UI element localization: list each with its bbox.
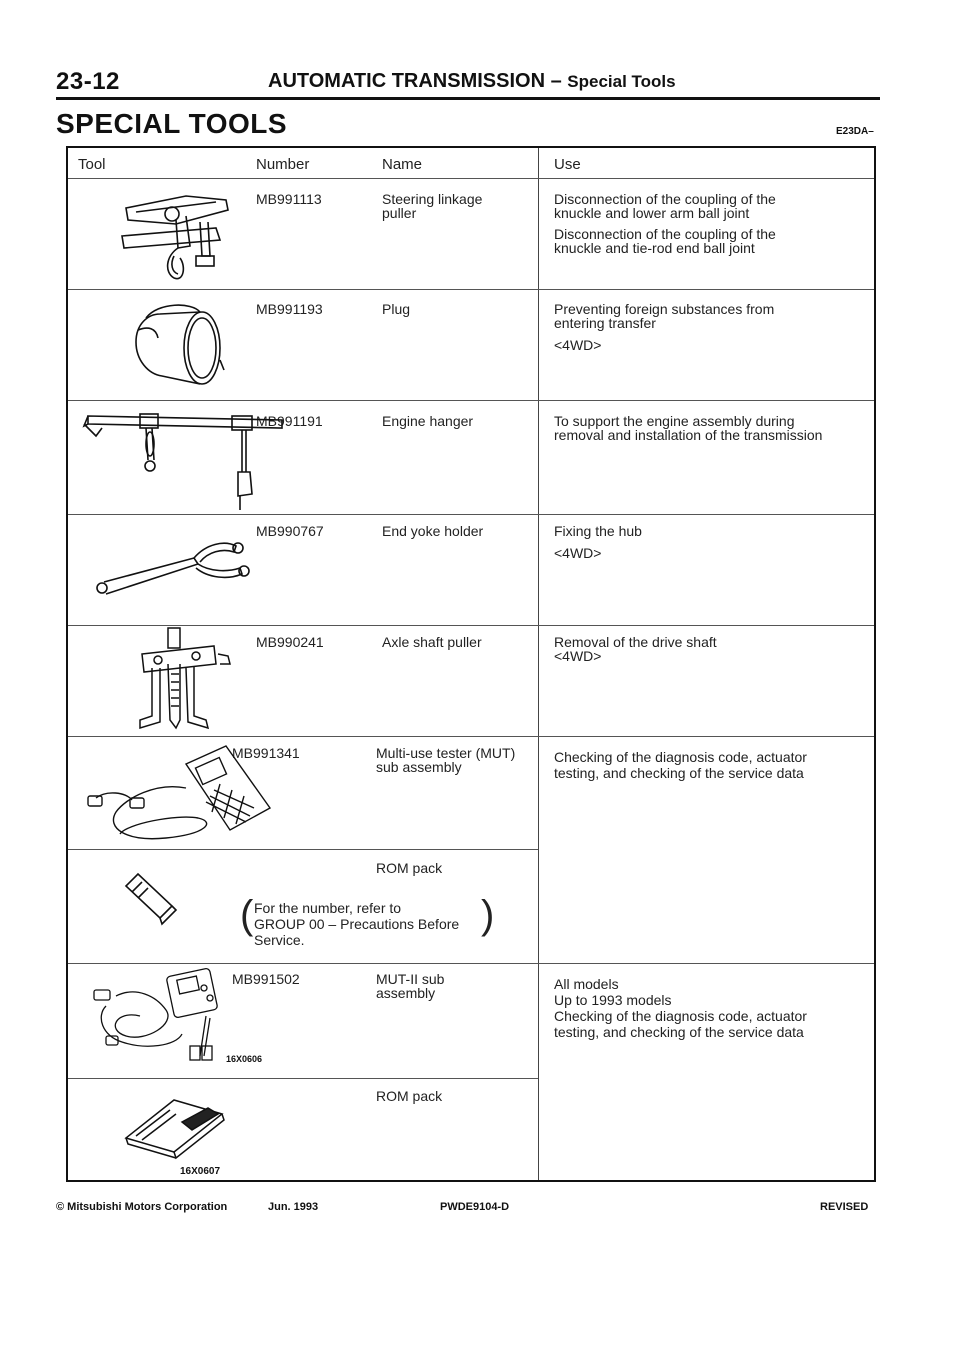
tool-number: MB991341 [232, 745, 300, 761]
tool-name: Engine hanger [382, 413, 474, 429]
tool-name: assembly [376, 985, 436, 1001]
page-heading: SPECIAL TOOLS [56, 108, 288, 139]
note-paren-close: ) [481, 893, 495, 937]
figure-number: 16X0606 [226, 1054, 263, 1064]
row-divider [68, 289, 874, 290]
tool-use: knuckle and lower arm ball joint [554, 205, 750, 221]
footer-pub-code: PWDE9104-D [440, 1201, 510, 1213]
tool-use: <4WD> [554, 648, 602, 664]
row-divider [68, 736, 874, 737]
footer-status: REVISED [820, 1201, 869, 1213]
row-divider [68, 963, 874, 964]
rom-pack-icon [122, 872, 192, 932]
footer-date: Jun. 1993 [268, 1201, 319, 1213]
footer-copyright: © Mitsubishi Motors Corporation [56, 1201, 228, 1213]
column-header-name: Name [382, 156, 423, 173]
tool-use: Disconnection of the coupling of the [554, 226, 776, 242]
tool-use: testing, and checking of the service data [554, 765, 804, 781]
engine-hanger-icon [82, 410, 292, 512]
column-divider [538, 148, 539, 1180]
tool-name: Plug [382, 301, 411, 317]
tool-use: Up to 1993 models [554, 992, 672, 1008]
tool-name: ROM pack [376, 860, 443, 876]
page-number: 23-12 [56, 68, 120, 95]
tool-use: Fixing the hub [554, 523, 642, 539]
section-title-main: AUTOMATIC TRANSMISSION [268, 70, 546, 92]
row-divider [68, 849, 538, 850]
tool-name: End yoke holder [382, 523, 484, 539]
header-rule [56, 97, 880, 100]
tool-name: puller [382, 205, 417, 221]
tool-use: removal and installation of the transmission [554, 427, 823, 443]
section-title-sub: Special Tools [567, 72, 676, 91]
rom-pack-2-icon [122, 1092, 232, 1162]
reference-note: GROUP 00 – Precautions Before [254, 916, 460, 932]
tool-use: Checking of the diagnosis code, actuator [554, 749, 807, 765]
section-title-dash: – [550, 70, 562, 92]
tool-use: Preventing foreign substances from [554, 301, 775, 317]
tool-name: Multi-use tester (MUT) [376, 745, 516, 761]
tool-use: knuckle and tie-rod end ball joint [554, 240, 755, 256]
tool-name: ROM pack [376, 1088, 443, 1104]
tool-use: Checking of the diagnosis code, actuator [554, 1008, 807, 1024]
tool-number: MB991113 [256, 191, 322, 207]
tool-number: MB990241 [256, 634, 324, 650]
row-divider [68, 514, 874, 515]
tool-number: MB991191 [256, 413, 323, 429]
tool-use: testing, and checking of the service data [554, 1024, 804, 1040]
note-paren-open: ( [240, 893, 254, 937]
tool-use: Removal of the drive shaft [554, 634, 717, 650]
tool-name: MUT-II sub [376, 971, 445, 987]
tool-use: entering transfer [554, 315, 656, 331]
column-header-tool: Tool [78, 156, 106, 173]
tool-use: <4WD> [554, 545, 602, 561]
end-yoke-holder-icon [94, 538, 264, 598]
tool-name: Axle shaft puller [382, 634, 482, 650]
multi-use-tester-icon [86, 738, 276, 848]
tool-use: All models [554, 976, 619, 992]
steering-linkage-puller-icon [116, 186, 236, 286]
tool-number: MB991193 [256, 301, 323, 317]
tool-number: MB991502 [232, 971, 300, 987]
reference-note: For the number, refer to [254, 900, 402, 916]
plug-icon [118, 298, 228, 398]
section-title [268, 70, 676, 93]
tool-use: Disconnection of the coupling of the [554, 191, 776, 207]
tool-name: Steering linkage [382, 191, 483, 207]
mut-ii-icon [86, 966, 246, 1066]
row-divider [68, 400, 874, 401]
header-divider [68, 178, 874, 179]
column-header-number: Number [256, 156, 310, 173]
axle-shaft-puller-icon [138, 624, 268, 734]
tool-name: sub assembly [376, 759, 462, 775]
figure-number: 16X0607 [180, 1166, 221, 1177]
document-code: E23DA– [836, 126, 874, 137]
tool-use: To support the engine assembly during [554, 413, 795, 429]
row-divider [68, 1078, 538, 1079]
tool-use: <4WD> [554, 337, 602, 353]
column-header-use: Use [554, 156, 581, 173]
reference-note: Service. [254, 932, 305, 948]
tool-number: MB990767 [256, 523, 324, 539]
special-tools-table [66, 146, 876, 1182]
